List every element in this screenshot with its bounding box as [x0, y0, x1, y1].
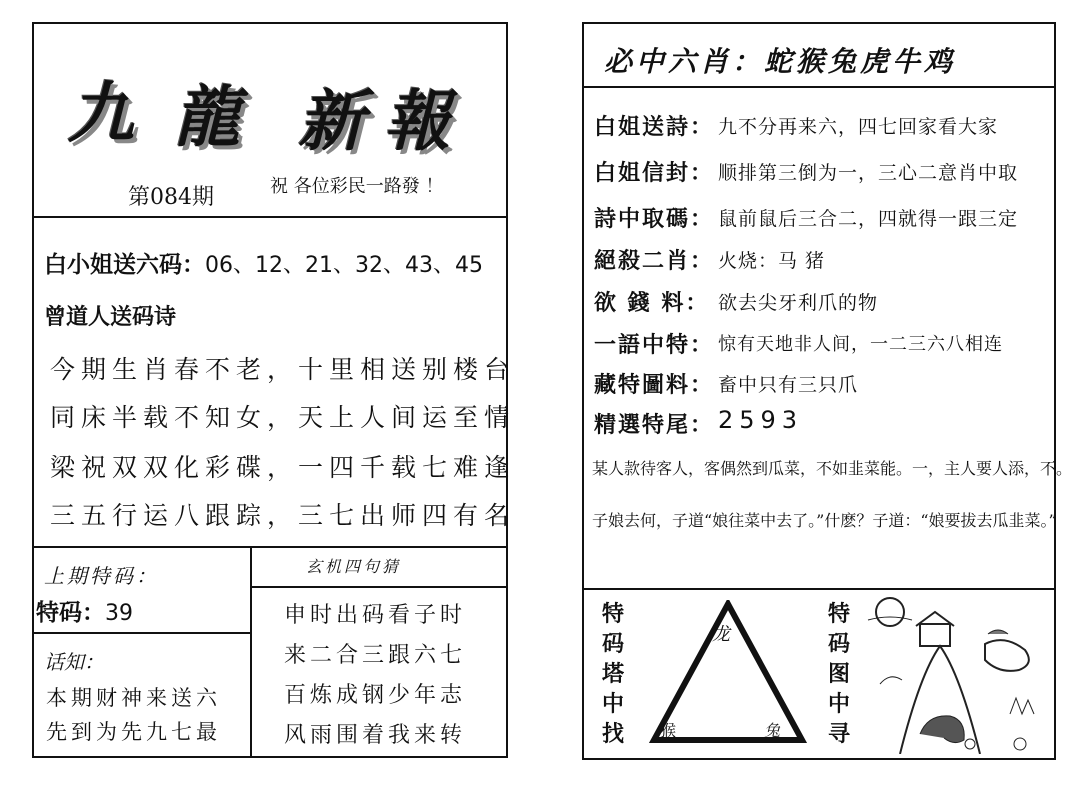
last-special-label: 上期特码： [44, 564, 159, 588]
poem-line-4: 三五行运八跟踪，三七出师四有名 [50, 501, 516, 530]
puzzle-picture [860, 594, 1052, 754]
bottom-split [250, 546, 252, 758]
six-zodiac-row [604, 40, 956, 80]
picture-side-text: 特码图中寻 [827, 602, 850, 747]
tower-left: 猴 [660, 721, 677, 740]
six-codes-label: 白小姐送六码： [44, 252, 205, 278]
six-codes-row [44, 246, 483, 279]
row-value-5: 欲去尖牙利爪的物 [718, 292, 879, 314]
row-value-7: 畜中只有三只爪 [718, 374, 859, 396]
riddle-line-3: 百炼成钢少年志 [284, 683, 467, 708]
story-line-2: 子娘去何，子道“娘往菜中去了。”什麽？子道：“娘要拔去瓜韭菜。” [592, 511, 1057, 530]
saying-line-2: 先到为先九七最 [46, 720, 221, 744]
row-label-6: 一語中特： [594, 333, 715, 358]
row-label-1: 白姐送詩： [594, 115, 715, 140]
tower-top: 龙 [712, 624, 730, 645]
last-special-code [36, 594, 133, 627]
row-label-2: 白姐信封： [594, 161, 715, 186]
masthead [34, 24, 506, 212]
row-label-7: 藏特圖料： [594, 373, 715, 398]
row-label-5: 欲 錢 料： [594, 291, 710, 316]
six-zodiac-value: 蛇猴兔虎牛鸡 [764, 45, 957, 78]
row-value-2: 顺排第三倒为一，三心二意肖中取 [718, 162, 1019, 184]
greeting: 祝 各位彩民一路發 ！ [270, 176, 444, 197]
poem-line-2: 同床半载不知女，天上人间运至情 [50, 403, 516, 432]
code-label: 特码： [36, 600, 105, 626]
row-label-3: 詩中取碼： [594, 207, 715, 232]
poem-divider [32, 546, 508, 548]
six-zodiac-label: 必中六肖： [604, 45, 765, 78]
row-value-3: 鼠前鼠后三合二，四就得一跟三定 [718, 208, 1019, 230]
masthead-char-1: 九 [68, 74, 134, 152]
masthead-char-2: 龍 [174, 78, 240, 156]
masthead-char-3: 新 [298, 82, 364, 160]
riddle-line-2: 来二合三跟六七 [284, 643, 467, 668]
saying-label: 话知： [44, 650, 104, 674]
row-label-8: 精選特尾： [594, 413, 715, 438]
riddle-line-1: 申时出码看子时 [284, 603, 467, 628]
tower-right: 兔 [764, 721, 781, 740]
special-divider [32, 632, 250, 634]
story-divider [582, 588, 1056, 590]
poem-label: 曾道人送码诗 [44, 305, 177, 330]
issue-number: 第084期 [128, 185, 214, 210]
tower-side-text: 特码塔中找 [601, 602, 624, 747]
six-codes-value: 06、12、21、32、43、45 [205, 253, 483, 278]
code-value: 39 [105, 601, 133, 626]
riddle-header-divider [250, 586, 508, 588]
poem-line-3: 梁祝双双化彩碟，一四千载七难逢 [50, 453, 516, 482]
masthead-char-4: 報 [384, 82, 450, 160]
riddle-line-4: 风雨围着我来转 [284, 723, 467, 748]
riddle-header: 玄机四句猜 [306, 557, 402, 576]
saying-line-1: 本期财神来送六 [46, 686, 221, 710]
poem-line-1: 今期生肖春不老，十里相送别楼台 [50, 355, 516, 384]
zodiac-divider [582, 86, 1056, 88]
masthead-divider [32, 216, 508, 218]
row-value-4: 火烧：马 猪 [718, 250, 826, 272]
row-value-6: 惊有天地非人间，一二三六八相连 [718, 334, 1003, 355]
row-value-8: 2593 [718, 406, 804, 434]
row-label-4: 絕殺二肖： [594, 249, 715, 274]
row-value-1: 九不分再来六，四七回家看大家 [718, 116, 999, 138]
story-line-1: 某人款待客人，客偶然到瓜菜，不如韭菜能。一，主人要人添，不。 [592, 459, 1073, 478]
